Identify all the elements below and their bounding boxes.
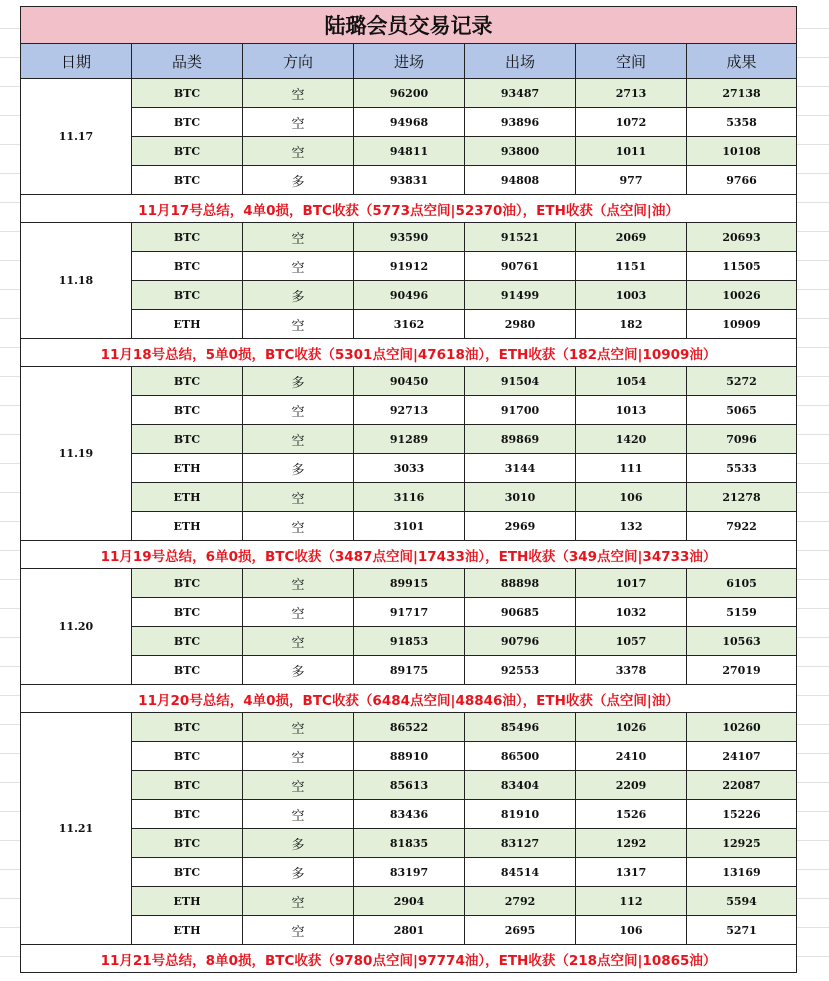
table-row bbox=[21, 713, 797, 742]
points-cell[interactable]: 1026 bbox=[576, 713, 687, 742]
exit-cell[interactable]: 89869 bbox=[465, 425, 576, 454]
exit-cell[interactable]: 93896 bbox=[465, 108, 576, 137]
table-row bbox=[21, 512, 797, 541]
points-cell[interactable]: 106 bbox=[576, 483, 687, 512]
entry-cell[interactable]: 90496 bbox=[354, 281, 465, 310]
col-header-category[interactable]: 品类 bbox=[132, 44, 243, 79]
exit-cell[interactable]: 85496 bbox=[465, 713, 576, 742]
result-cell[interactable]: 21278 bbox=[687, 483, 797, 512]
result-cell[interactable]: 7922 bbox=[687, 512, 797, 541]
category-cell[interactable]: BTC bbox=[132, 771, 243, 800]
direction-cell[interactable]: 多 bbox=[243, 454, 354, 483]
direction-cell[interactable]: 空 bbox=[243, 598, 354, 627]
col-header-points[interactable]: 空间 bbox=[576, 44, 687, 79]
direction-cell[interactable]: 空 bbox=[243, 800, 354, 829]
result-cell[interactable]: 15226 bbox=[687, 800, 797, 829]
points-cell[interactable]: 1420 bbox=[576, 425, 687, 454]
table-row bbox=[21, 569, 797, 598]
summary-row bbox=[21, 541, 797, 569]
category-cell[interactable]: BTC bbox=[132, 627, 243, 656]
entry-cell[interactable]: 2801 bbox=[354, 916, 465, 945]
entry-cell[interactable]: 3101 bbox=[354, 512, 465, 541]
exit-cell[interactable]: 93800 bbox=[465, 137, 576, 166]
table-row bbox=[21, 367, 797, 396]
exit-cell[interactable]: 86500 bbox=[465, 742, 576, 771]
result-cell[interactable]: 13169 bbox=[687, 858, 797, 887]
daily-summary[interactable]: 11月21号总结，8单0损，BTC收获（9780点空间|97774油），ETH收获（218点空间|10865油） bbox=[21, 945, 797, 973]
direction-cell[interactable]: 空 bbox=[243, 742, 354, 771]
exit-cell[interactable]: 93487 bbox=[465, 79, 576, 108]
exit-cell[interactable]: 91499 bbox=[465, 281, 576, 310]
table-row bbox=[21, 137, 797, 166]
exit-cell[interactable]: 91521 bbox=[465, 223, 576, 252]
table-row bbox=[21, 166, 797, 195]
table-row bbox=[21, 483, 797, 512]
result-cell[interactable]: 22087 bbox=[687, 771, 797, 800]
category-cell[interactable]: BTC bbox=[132, 396, 243, 425]
points-cell[interactable]: 1013 bbox=[576, 396, 687, 425]
entry-cell[interactable]: 90450 bbox=[354, 367, 465, 396]
table-row bbox=[21, 281, 797, 310]
points-cell[interactable]: 2209 bbox=[576, 771, 687, 800]
category-cell[interactable]: BTC bbox=[132, 79, 243, 108]
points-cell[interactable]: 2713 bbox=[576, 79, 687, 108]
points-cell[interactable]: 1011 bbox=[576, 137, 687, 166]
direction-cell[interactable]: 多 bbox=[243, 829, 354, 858]
category-cell[interactable]: BTC bbox=[132, 800, 243, 829]
result-cell[interactable]: 10563 bbox=[687, 627, 797, 656]
exit-cell[interactable]: 90761 bbox=[465, 252, 576, 281]
result-cell[interactable]: 5271 bbox=[687, 916, 797, 945]
title-row bbox=[21, 7, 797, 44]
points-cell[interactable]: 1054 bbox=[576, 367, 687, 396]
table-row bbox=[21, 79, 797, 108]
points-cell[interactable]: 1151 bbox=[576, 252, 687, 281]
summary-row bbox=[21, 195, 797, 223]
result-cell[interactable]: 10026 bbox=[687, 281, 797, 310]
direction-cell[interactable]: 空 bbox=[243, 137, 354, 166]
col-header-entry[interactable]: 进场 bbox=[354, 44, 465, 79]
entry-cell[interactable]: 96200 bbox=[354, 79, 465, 108]
direction-cell[interactable]: 空 bbox=[243, 396, 354, 425]
table-row bbox=[21, 627, 797, 656]
entry-cell[interactable]: 91289 bbox=[354, 425, 465, 454]
header-row bbox=[21, 44, 797, 79]
category-cell[interactable]: BTC bbox=[132, 137, 243, 166]
points-cell[interactable]: 1292 bbox=[576, 829, 687, 858]
table-row bbox=[21, 310, 797, 339]
entry-cell[interactable]: 85613 bbox=[354, 771, 465, 800]
entry-cell[interactable]: 83436 bbox=[354, 800, 465, 829]
result-cell[interactable]: 5358 bbox=[687, 108, 797, 137]
direction-cell[interactable]: 空 bbox=[243, 425, 354, 454]
entry-cell[interactable]: 3033 bbox=[354, 454, 465, 483]
category-cell[interactable]: BTC bbox=[132, 569, 243, 598]
category-cell[interactable]: ETH bbox=[132, 887, 243, 916]
category-cell[interactable]: BTC bbox=[132, 367, 243, 396]
exit-cell[interactable]: 3010 bbox=[465, 483, 576, 512]
entry-cell[interactable]: 81835 bbox=[354, 829, 465, 858]
summary-row bbox=[21, 685, 797, 713]
table-row bbox=[21, 454, 797, 483]
summary-row bbox=[21, 339, 797, 367]
direction-cell[interactable]: 多 bbox=[243, 858, 354, 887]
table-row bbox=[21, 396, 797, 425]
points-cell[interactable]: 1317 bbox=[576, 858, 687, 887]
points-cell[interactable]: 132 bbox=[576, 512, 687, 541]
table-row bbox=[21, 800, 797, 829]
col-header-result[interactable]: 成果 bbox=[687, 44, 797, 79]
category-cell[interactable]: BTC bbox=[132, 829, 243, 858]
points-cell[interactable]: 182 bbox=[576, 310, 687, 339]
table-row bbox=[21, 598, 797, 627]
points-cell[interactable]: 2069 bbox=[576, 223, 687, 252]
direction-cell[interactable]: 空 bbox=[243, 569, 354, 598]
entry-cell[interactable]: 91912 bbox=[354, 252, 465, 281]
table-row bbox=[21, 252, 797, 281]
category-cell[interactable]: BTC bbox=[132, 281, 243, 310]
direction-cell[interactable]: 空 bbox=[243, 483, 354, 512]
exit-cell[interactable]: 90796 bbox=[465, 627, 576, 656]
exit-cell[interactable]: 92553 bbox=[465, 656, 576, 685]
entry-cell[interactable]: 2904 bbox=[354, 887, 465, 916]
table-row bbox=[21, 425, 797, 454]
exit-cell[interactable]: 88898 bbox=[465, 569, 576, 598]
category-cell[interactable]: BTC bbox=[132, 108, 243, 137]
category-cell[interactable]: BTC bbox=[132, 223, 243, 252]
result-cell[interactable]: 10260 bbox=[687, 713, 797, 742]
result-cell[interactable]: 6105 bbox=[687, 569, 797, 598]
direction-cell[interactable]: 空 bbox=[243, 627, 354, 656]
entry-cell[interactable]: 93831 bbox=[354, 166, 465, 195]
table-row bbox=[21, 771, 797, 800]
entry-cell[interactable]: 3116 bbox=[354, 483, 465, 512]
result-cell[interactable]: 11505 bbox=[687, 252, 797, 281]
result-cell[interactable]: 9766 bbox=[687, 166, 797, 195]
exit-cell[interactable]: 91504 bbox=[465, 367, 576, 396]
result-cell[interactable]: 27019 bbox=[687, 656, 797, 685]
category-cell[interactable]: BTC bbox=[132, 858, 243, 887]
exit-cell[interactable]: 2969 bbox=[465, 512, 576, 541]
summary-row bbox=[21, 945, 797, 973]
exit-cell[interactable]: 91700 bbox=[465, 396, 576, 425]
result-cell[interactable]: 7096 bbox=[687, 425, 797, 454]
entry-cell[interactable]: 93590 bbox=[354, 223, 465, 252]
result-cell[interactable]: 27138 bbox=[687, 79, 797, 108]
result-cell[interactable]: 5533 bbox=[687, 454, 797, 483]
exit-cell[interactable]: 2980 bbox=[465, 310, 576, 339]
exit-cell[interactable]: 94808 bbox=[465, 166, 576, 195]
col-header-direction[interactable]: 方向 bbox=[243, 44, 354, 79]
entry-cell[interactable]: 94811 bbox=[354, 137, 465, 166]
exit-cell[interactable]: 3144 bbox=[465, 454, 576, 483]
direction-cell[interactable]: 空 bbox=[243, 512, 354, 541]
entry-cell[interactable]: 91717 bbox=[354, 598, 465, 627]
table-row bbox=[21, 858, 797, 887]
category-cell[interactable]: ETH bbox=[132, 310, 243, 339]
points-cell[interactable]: 1072 bbox=[576, 108, 687, 137]
date-cell[interactable]: 11.21 bbox=[21, 713, 132, 945]
direction-cell[interactable]: 空 bbox=[243, 108, 354, 137]
result-cell[interactable]: 12925 bbox=[687, 829, 797, 858]
exit-cell[interactable]: 83127 bbox=[465, 829, 576, 858]
date-cell[interactable]: 11.20 bbox=[21, 569, 132, 685]
entry-cell[interactable]: 91853 bbox=[354, 627, 465, 656]
result-cell[interactable]: 10108 bbox=[687, 137, 797, 166]
points-cell[interactable]: 1526 bbox=[576, 800, 687, 829]
exit-cell[interactable]: 2792 bbox=[465, 887, 576, 916]
daily-summary[interactable]: 11月19号总结，6单0损，BTC收获（3487点空间|17433油），ETH收获（349点空间|34733油） bbox=[21, 541, 797, 569]
date-cell[interactable]: 11.18 bbox=[21, 223, 132, 339]
result-cell[interactable]: 20693 bbox=[687, 223, 797, 252]
direction-cell[interactable]: 空 bbox=[243, 771, 354, 800]
category-cell[interactable]: ETH bbox=[132, 483, 243, 512]
points-cell[interactable]: 3378 bbox=[576, 656, 687, 685]
entry-cell[interactable]: 89175 bbox=[354, 656, 465, 685]
exit-cell[interactable]: 90685 bbox=[465, 598, 576, 627]
result-cell[interactable]: 24107 bbox=[687, 742, 797, 771]
date-cell[interactable]: 11.17 bbox=[21, 79, 132, 195]
date-cell[interactable]: 11.19 bbox=[21, 367, 132, 541]
category-cell[interactable]: BTC bbox=[132, 166, 243, 195]
col-header-exit[interactable]: 出场 bbox=[465, 44, 576, 79]
entry-cell[interactable]: 94968 bbox=[354, 108, 465, 137]
table-row bbox=[21, 223, 797, 252]
sheet-title[interactable]: 陆璐会员交易记录 bbox=[21, 7, 797, 44]
category-cell[interactable]: BTC bbox=[132, 425, 243, 454]
daily-summary[interactable]: 11月18号总结，5单0损，BTC收获（5301点空间|47618油），ETH收获（182点空间|10909油） bbox=[21, 339, 797, 367]
direction-cell[interactable]: 空 bbox=[243, 223, 354, 252]
daily-summary[interactable]: 11月20号总结，4单0损，BTC收获（6484点空间|48846油），ETH收获（点空间|油） bbox=[21, 685, 797, 713]
sheet-gridlines-right bbox=[797, 0, 829, 981]
table-row bbox=[21, 887, 797, 916]
points-cell[interactable]: 111 bbox=[576, 454, 687, 483]
points-cell[interactable]: 1017 bbox=[576, 569, 687, 598]
entry-cell[interactable]: 86522 bbox=[354, 713, 465, 742]
result-cell[interactable]: 10909 bbox=[687, 310, 797, 339]
points-cell[interactable]: 2410 bbox=[576, 742, 687, 771]
entry-cell[interactable]: 89915 bbox=[354, 569, 465, 598]
table-row bbox=[21, 742, 797, 771]
direction-cell[interactable]: 空 bbox=[243, 916, 354, 945]
direction-cell[interactable]: 多 bbox=[243, 656, 354, 685]
exit-cell[interactable]: 83404 bbox=[465, 771, 576, 800]
direction-cell[interactable]: 多 bbox=[243, 166, 354, 195]
entry-cell[interactable]: 3162 bbox=[354, 310, 465, 339]
category-cell[interactable]: BTC bbox=[132, 252, 243, 281]
trade-record-table bbox=[20, 6, 797, 973]
result-cell[interactable]: 5159 bbox=[687, 598, 797, 627]
category-cell[interactable]: ETH bbox=[132, 512, 243, 541]
points-cell[interactable]: 1057 bbox=[576, 627, 687, 656]
table-row bbox=[21, 829, 797, 858]
points-cell[interactable]: 106 bbox=[576, 916, 687, 945]
direction-cell[interactable]: 空 bbox=[243, 252, 354, 281]
table-row bbox=[21, 916, 797, 945]
direction-cell[interactable]: 空 bbox=[243, 887, 354, 916]
direction-cell[interactable]: 空 bbox=[243, 713, 354, 742]
direction-cell[interactable]: 多 bbox=[243, 367, 354, 396]
points-cell[interactable]: 1032 bbox=[576, 598, 687, 627]
category-cell[interactable]: BTC bbox=[132, 598, 243, 627]
points-cell[interactable]: 1003 bbox=[576, 281, 687, 310]
result-cell[interactable]: 5272 bbox=[687, 367, 797, 396]
points-cell[interactable]: 977 bbox=[576, 166, 687, 195]
table-row bbox=[21, 108, 797, 137]
exit-cell[interactable]: 84514 bbox=[465, 858, 576, 887]
result-cell[interactable]: 5065 bbox=[687, 396, 797, 425]
direction-cell[interactable]: 多 bbox=[243, 281, 354, 310]
entry-cell[interactable]: 92713 bbox=[354, 396, 465, 425]
daily-summary[interactable]: 11月17号总结，4单0损，BTC收获（5773点空间|52370油），ETH收获（点空间|油） bbox=[21, 195, 797, 223]
direction-cell[interactable]: 空 bbox=[243, 310, 354, 339]
category-cell[interactable]: BTC bbox=[132, 742, 243, 771]
category-cell[interactable]: BTC bbox=[132, 713, 243, 742]
entry-cell[interactable]: 83197 bbox=[354, 858, 465, 887]
result-cell[interactable]: 5594 bbox=[687, 887, 797, 916]
category-cell[interactable]: ETH bbox=[132, 454, 243, 483]
sheet-gridlines-left bbox=[0, 0, 20, 981]
table-row bbox=[21, 656, 797, 685]
col-header-date[interactable]: 日期 bbox=[21, 44, 132, 79]
points-cell[interactable]: 112 bbox=[576, 887, 687, 916]
exit-cell[interactable]: 81910 bbox=[465, 800, 576, 829]
category-cell[interactable]: BTC bbox=[132, 656, 243, 685]
entry-cell[interactable]: 88910 bbox=[354, 742, 465, 771]
category-cell[interactable]: ETH bbox=[132, 916, 243, 945]
exit-cell[interactable]: 2695 bbox=[465, 916, 576, 945]
direction-cell[interactable]: 空 bbox=[243, 79, 354, 108]
